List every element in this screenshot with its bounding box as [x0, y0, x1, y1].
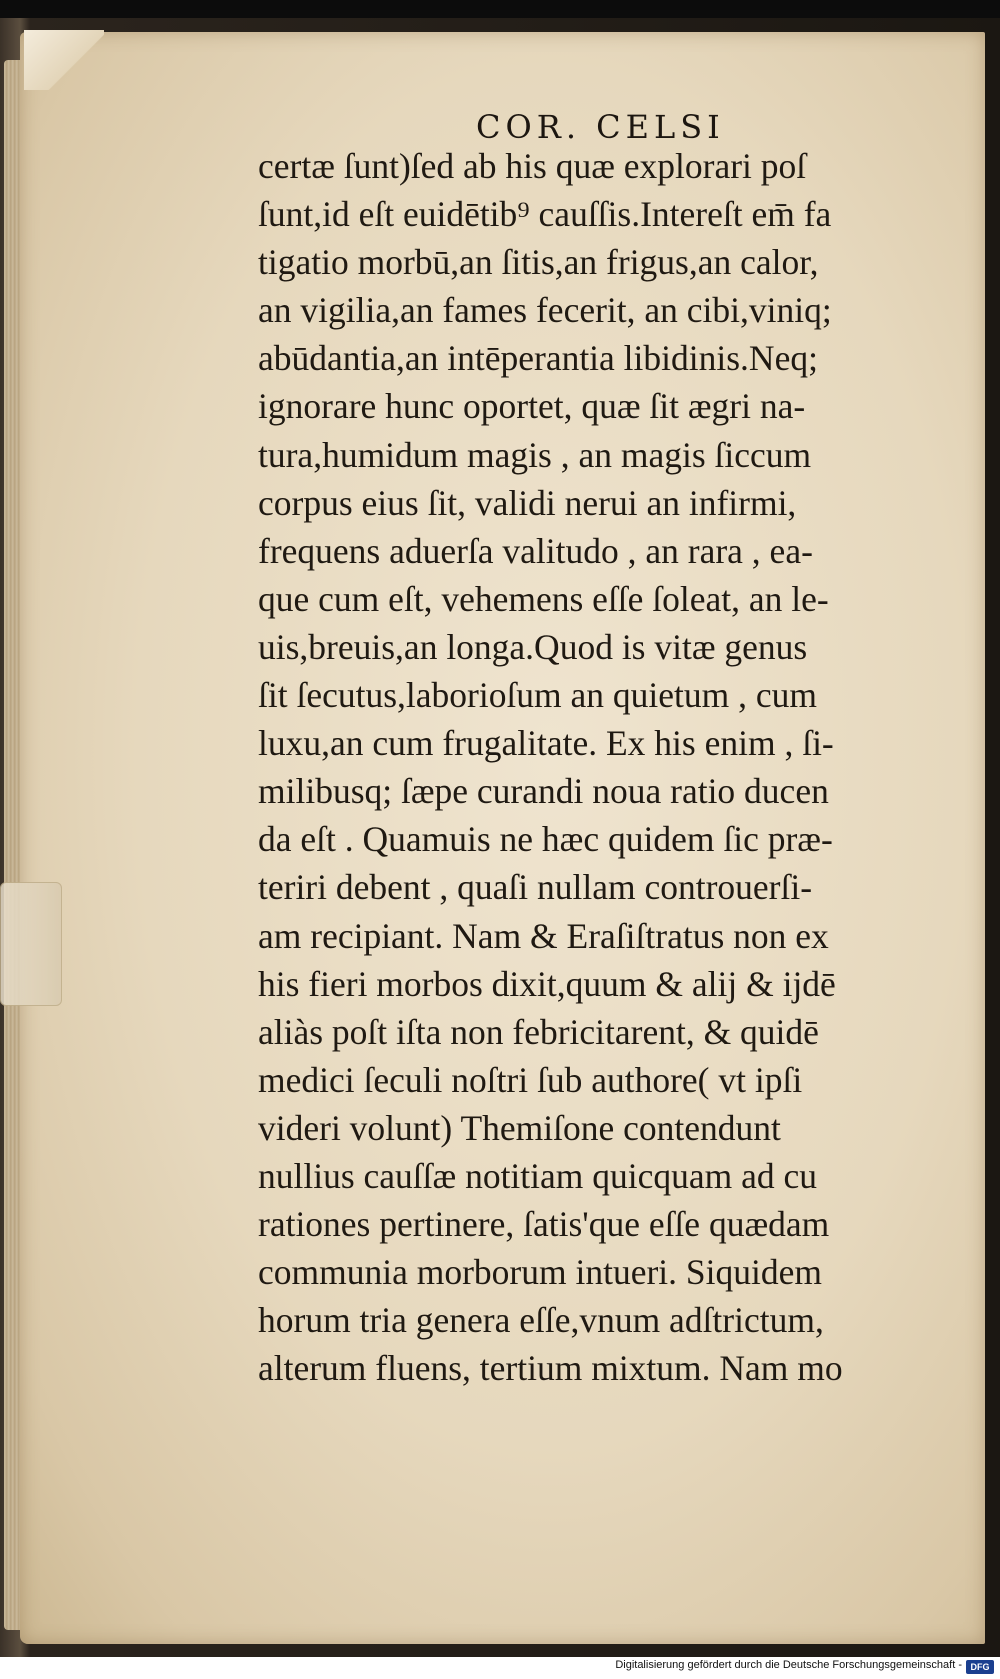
text-line: ſit ſecutus,laborioſum an quietum , cum [258, 675, 818, 716]
text-line: am recipiant. Nam & Eraſiſtratus non ex [258, 915, 829, 956]
text-line: da eſt . Quamuis ne hæc quidem ſic præ- [258, 819, 833, 860]
text-line: ſunt,id eſt euidētib⁹ cauſſis.Intereſt em̄ fa [258, 194, 832, 235]
text-line: uis,breuis,an longa.Quod is vitæ genus [258, 626, 808, 667]
text-line: aliàs poſt iſta non febricitarent, & quidē [258, 1011, 819, 1052]
text-line: communia morborum intueri. Siquidem [258, 1252, 822, 1293]
text-line: certæ ſunt)ſed ab his quæ explorari poſ [258, 146, 807, 186]
funding-credit: Digitalisierung gefördert durch die Deutsche Forschungsgemeinschaft - [615, 1659, 962, 1671]
text-line: rationes pertinere, ſatis'que eſſe quædam [258, 1204, 830, 1245]
text-line: corpus eius ſit, validi nerui an infirmi, [258, 482, 797, 523]
text-line: videri volunt) Themiſone contendunt [258, 1107, 781, 1148]
running-head: COR. CELSI [476, 108, 725, 146]
body-text [258, 142, 948, 1392]
text-line: tura,humidum magis , an magis ſiccum [258, 434, 812, 475]
text-line: teriri debent , quaſi nullam controuerſi- [258, 867, 813, 908]
footer-bar [0, 1657, 1000, 1679]
text-line: alterum fluens, tertium mixtum. Nam mo [258, 1348, 843, 1389]
text-line: tigatio morbū,an ſitis,an frigus,an calor, [258, 242, 819, 283]
text-line: an vigilia,an fames fecerit, an cibi,viniq; [258, 290, 832, 331]
text-line: his fieri morbos dixit,quum & alij & ijdē [258, 963, 836, 1004]
text-line: ignorare hunc oportet, quæ ſit ægri na- [258, 386, 806, 427]
dfg-logo: DFG [966, 1660, 994, 1674]
text-line: horum tria genera eſſe,vnum adſtrictum, [258, 1300, 824, 1341]
text-line: milibusq; ſæpe curandi noua ratio ducen [258, 771, 829, 812]
text-line: que cum eſt, vehemens eſſe ſoleat, an le- [258, 578, 829, 619]
page-tab [0, 882, 62, 1006]
text-line: luxu,an cum frugalitate. Ex his enim , ſi- [258, 723, 834, 764]
text-line: medici ſeculi noſtri ſub authore( vt ipſi [258, 1059, 803, 1100]
page-corner-fold [24, 30, 104, 90]
text-line: abūdantia,an intēperantia libidinis.Neq; [258, 338, 818, 379]
text-line: nullius cauſſæ notitiam quicquam ad cu [258, 1155, 818, 1196]
text-line: frequens aduerſa valitudo , an rara , ea- [258, 530, 813, 571]
